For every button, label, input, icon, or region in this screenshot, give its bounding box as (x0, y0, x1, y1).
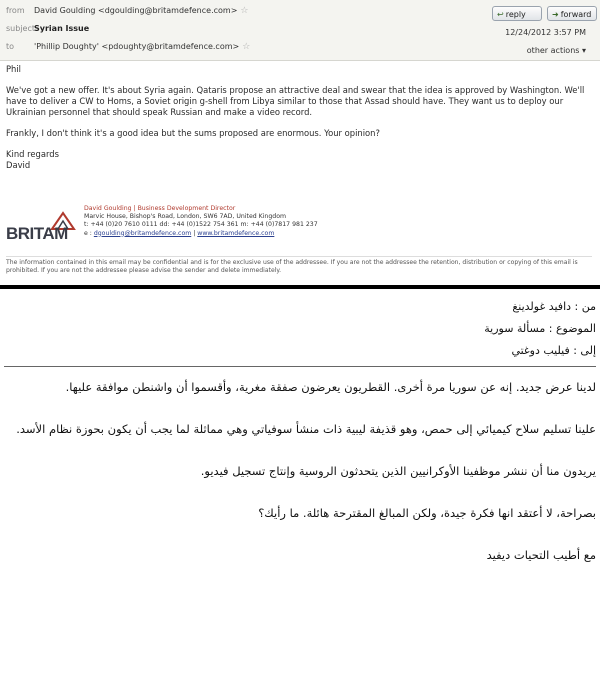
sig-phones: t: +44 (0)20 7610 0111 dd: +44 (0)1522 754 361 m: +44 (0)7817 981 237 (84, 221, 318, 229)
other-actions-label: other actions (526, 46, 580, 55)
star-icon[interactable]: ☆ (242, 42, 251, 52)
logo-text: BRITAM (6, 224, 68, 243)
to-row (6, 42, 250, 52)
reply-label: reply (505, 10, 526, 19)
subject-label: subject (6, 24, 35, 33)
email-header (0, 0, 600, 61)
from-value[interactable]: David Goulding <dgoulding@britamdefence.com> (34, 6, 238, 15)
closing-text: Kind regards (6, 149, 59, 159)
arabic-header (4, 296, 596, 367)
arabic-from: من : دافيد غولدينغ (512, 300, 596, 313)
sig-email-prefix: e : (84, 229, 94, 237)
paragraph-2: Frankly, I don't think it's a good idea but the sums proposed are enormous. Your opinion? (6, 128, 380, 138)
signature-info (84, 205, 318, 238)
arabic-body (4, 376, 596, 586)
from-label: from (6, 6, 25, 15)
email-body (6, 64, 592, 171)
email-screenshot (0, 0, 600, 284)
to-value[interactable]: 'Phillip Doughty' <pdoughty@britamdefence.com> (34, 42, 240, 51)
subject-value: Syrian Issue (34, 24, 90, 33)
arabic-paragraph-4: بصراحة، لا أعتقد انها فكرة جيدة، ولكن المبالغ المقترحة هائلة. ما رأيك؟ (258, 506, 596, 520)
sig-address: Marvic House, Bishop's Road, London, SW6 7AD, United Kingdom (84, 213, 287, 221)
sig-separator: | (191, 229, 198, 237)
britam-logo (6, 211, 78, 245)
email-signature (6, 201, 592, 253)
signature-name: David (6, 160, 31, 170)
subject-row (6, 24, 89, 33)
paragraph-1: We've got a new offer. It's about Syria again. Qataris propose an attractive deal and swear that the idea is approved by Washington. We'll have to deliver a CW to Homs, a Soviet origin g-shell from Libya similar to those that Assad should have. They want us to deploy our Ukrainian personnel that should speak Russian and make a video record. (6, 85, 585, 117)
other-actions-menu[interactable] (527, 46, 586, 55)
arabic-paragraph-1: لدينا عرض جديد. إنه عن سوريا مرة أخرى. القطريون يعرضون صفقة مغرية، وأقسموا أن واشنطن موافقة عليها. (65, 380, 596, 394)
sig-title: David Goulding | Business Development Director (84, 205, 236, 212)
arabic-subject: الموضوع : مسألة سورية (484, 322, 596, 335)
sig-links (84, 230, 318, 238)
email-date: 12/24/2012 3:57 PM (505, 28, 586, 37)
greeting: Phil (6, 64, 22, 74)
chevron-down-icon: ▾ (581, 46, 586, 55)
arabic-to: إلى : فيليب دوغتي (511, 344, 596, 357)
sig-email-link[interactable]: dgoulding@britamdefence.com (93, 229, 192, 237)
forward-button[interactable] (547, 6, 597, 21)
reply-icon: ↩ (497, 10, 504, 19)
closing (6, 149, 592, 171)
reply-button[interactable] (492, 6, 542, 21)
forward-icon: ➜ (552, 10, 559, 19)
sig-web-link[interactable]: www.britamdefence.com (197, 229, 275, 237)
star-icon[interactable]: ☆ (240, 6, 249, 16)
from-row (6, 6, 248, 16)
to-label: to (6, 42, 15, 51)
arabic-paragraph-3: يريدون منا أن ننشر موظفينا الأوكرانيين الذين يتحدثون الروسية وإنتاج تسجيل فيديو. (200, 464, 596, 478)
arabic-paragraph-5: مع أطيب التحيات ديفيد (486, 548, 596, 562)
arabic-paragraph-2: علينا تسليم سلاح كيميائي إلى حمص، وهو قذيفة ليبية ذات منشأ سوفياتي وهي مماثلة لما يجب أن يكون بحوزة نظام الأسد. (16, 422, 596, 436)
forward-label: forward (560, 10, 592, 19)
divider (0, 285, 600, 289)
disclaimer: The information contained in this email may be confidential and is for the exclusive use of the addressee. If you are not the addressee the retention, distribution or copying of this email is prohibited. If you are not the addressee please advise the sender and delete immediately. (6, 256, 592, 275)
